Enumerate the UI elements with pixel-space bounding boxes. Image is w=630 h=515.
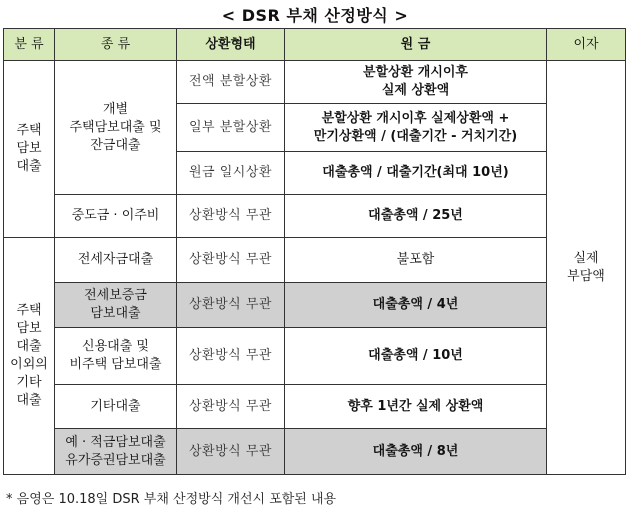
table-row <box>4 61 626 104</box>
kind-credit-nonhousing-loan: 신용대출 및 비주택 담보대출 <box>55 328 177 385</box>
table-row <box>4 238 626 283</box>
header-principal: 원 금 <box>285 29 547 61</box>
principal-cell: 대출총액 / 10년 <box>285 328 547 385</box>
header-category: 분 류 <box>4 29 55 61</box>
table-row <box>4 429 626 475</box>
principal-cell: 대출총액 / 대출기간(최대 10년) <box>285 152 547 195</box>
repayment-full-installment: 전액 분할상환 <box>177 61 285 104</box>
kind-deposit-securities-loan: 예 · 적금담보대출 유가증권담보대출 <box>55 429 177 475</box>
table-row <box>4 385 626 429</box>
repayment-any: 상환방식 무관 <box>177 195 285 238</box>
repayment-any: 상환방식 무관 <box>177 238 285 283</box>
header-row <box>4 29 626 61</box>
repayment-any: 상환방식 무관 <box>177 328 285 385</box>
header-interest: 이자 <box>547 29 626 61</box>
principal-cell: 분할상환 개시이후 실제 상환액 <box>285 61 547 104</box>
repayment-partial-installment: 일부 분할상환 <box>177 104 285 152</box>
kind-jeonse-deposit-loan: 전세보증금 담보대출 <box>55 283 177 328</box>
principal-cell: 대출총액 / 25년 <box>285 195 547 238</box>
header-repayment: 상환형태 <box>177 29 285 61</box>
interest-actual-burden: 실제 부담액 <box>547 61 626 475</box>
repayment-lump-sum: 원금 일시상환 <box>177 152 285 195</box>
category-housing-loan: 주택 담보 대출 <box>4 61 55 238</box>
repayment-any: 상환방식 무관 <box>177 429 285 475</box>
kind-other-loan: 기타대출 <box>55 385 177 429</box>
principal-cell: 분할상환 개시이후 실제상환액 + 만기상환액 / (대출기간 - 거치기간) <box>285 104 547 152</box>
table-row <box>4 328 626 385</box>
table-row <box>4 283 626 328</box>
table-title: < DSR 부채 산정방식 > <box>221 6 409 25</box>
table-row <box>4 195 626 238</box>
repayment-any: 상환방식 무관 <box>177 385 285 429</box>
kind-interim-relocation: 중도금 · 이주비 <box>55 195 177 238</box>
principal-cell: 불포함 <box>285 238 547 283</box>
principal-cell: 대출총액 / 8년 <box>285 429 547 475</box>
dsr-table <box>3 28 626 475</box>
kind-jeonse-fund-loan: 전세자금대출 <box>55 238 177 283</box>
kind-individual-mortgage: 개별 주택담보대출 및 잔금대출 <box>55 61 177 195</box>
principal-cell: 대출총액 / 4년 <box>285 283 547 328</box>
principal-cell: 향후 1년간 실제 상환액 <box>285 385 547 429</box>
category-other-loans: 주택 담보 대출 이외의 기타 대출 <box>4 238 55 475</box>
header-type: 종 류 <box>55 29 177 61</box>
repayment-any: 상환방식 무관 <box>177 283 285 328</box>
footnote: * 음영은 10.18일 DSR 부채 산정방식 개선시 포함된 내용 <box>6 492 337 507</box>
